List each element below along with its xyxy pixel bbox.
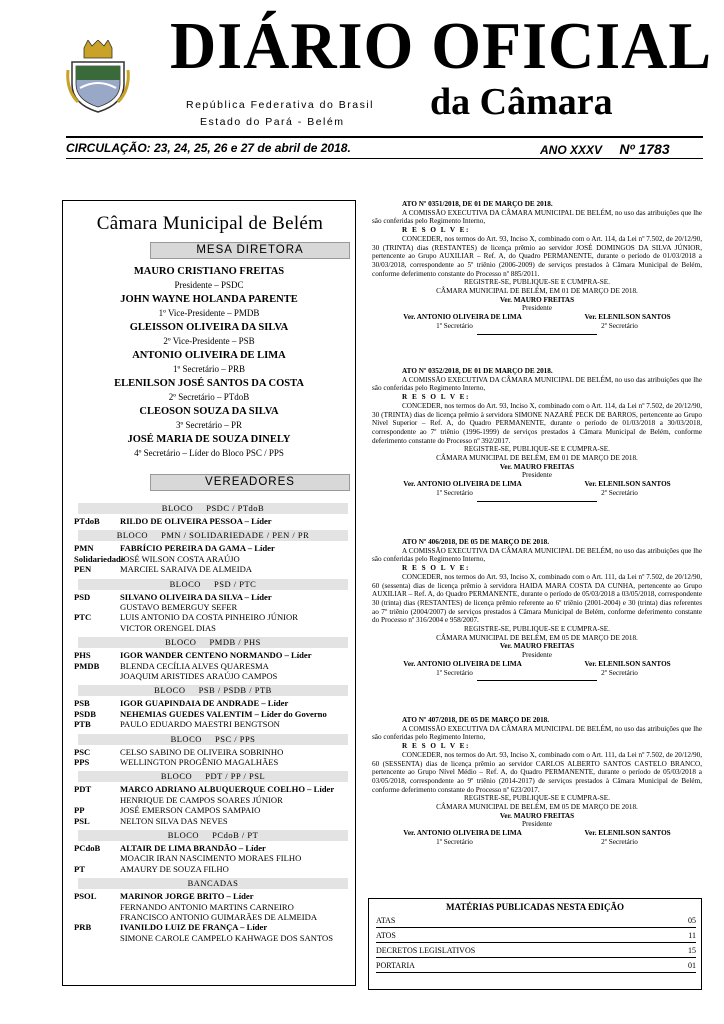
bloco-header: BLOCO PSDC / PTdoB xyxy=(78,503,348,514)
ato-resolve: R E S O L V E: xyxy=(402,742,470,751)
vereador-name: LUIS ANTONIO DA COSTA PINHEIRO JÚNIOR xyxy=(120,612,298,623)
party-label: PP xyxy=(74,805,85,816)
index-row xyxy=(376,915,696,928)
ato-president: Ver. MAURO FREITAS xyxy=(499,295,575,304)
index-row xyxy=(376,945,696,958)
ato-place-date: CÂMARA MUNICIPAL DE BELÉM, EM 05 DE MARÇO DE 2018. xyxy=(436,633,638,642)
ato-signer-2-role: 2º Secretário xyxy=(601,668,638,677)
ato-signer-2: Ver. ELENILSON SANTOS xyxy=(584,829,671,838)
mesa-member-role: 1º Secretário – PRB xyxy=(172,364,246,374)
ato-signature-roles xyxy=(372,838,702,847)
vereador-name: IGOR WANDER CENTENO NORMANDO – Líder xyxy=(120,650,312,661)
vereador-name: FRANCISCO ANTONIO GUIMARÃES DE ALMEIDA xyxy=(120,912,318,922)
ato-closing: REGISTRE-SE, PUBLIQUE-SE E CUMPRA-SE. xyxy=(464,794,610,803)
vereador-row xyxy=(74,661,269,671)
ato-signer-2-role: 2º Secretário xyxy=(601,837,638,846)
bloco-header: BANCADAS xyxy=(78,878,348,889)
ato-signatures xyxy=(372,829,702,838)
state-line: Estado do Pará - Belém xyxy=(200,116,345,128)
vereador-row xyxy=(74,795,283,805)
camara-title: Câmara Municipal de Belém xyxy=(96,213,324,234)
ato-body: CONCEDER, nos termos do Art. 93, Inciso X, combinado com o Art. 111, da Lei nº 7.502, de 20/12/90, 60 (SESSENTA) dias de licença prêmio ao servidor CARLOS ALBERTO SANTOS CASTELO BRANCO, pertencente ao Grupo Nível Médio – Ref. A, do Quadro PERMANENTE, durante o período de 05/03/2018 a 03/05/2018, correspondente ao 9º triênio (2014-2017) de serviços prestados à Câmara Municipal de Belém, conforme deferimento constante do Processo nº 623/2017. xyxy=(372,750,702,794)
ato-place-date: CÂMARA MUNICIPAL DE BELÉM, EM 01 DE MARÇO DE 2018. xyxy=(436,454,638,463)
year-label: ANO XXXV xyxy=(540,143,603,157)
party-label: PSDB xyxy=(74,708,96,719)
coat-of-arms-icon xyxy=(66,40,130,114)
ato-separator xyxy=(477,501,597,502)
ato-separator xyxy=(477,334,597,335)
ato-president: Ver. MAURO FREITAS xyxy=(499,642,575,651)
vereador-name: JOSÉ EMERSON CAMPOS SAMPAIO xyxy=(120,805,261,816)
index-label: ATAS xyxy=(376,916,396,925)
vereador-name: RILDO DE OLIVEIRA PESSOA – Líder xyxy=(120,516,272,526)
index-row xyxy=(376,960,696,973)
ato-body: CONCEDER, nos termos do Art. 93, Inciso X, combinado com o Art. 111, da Lei nº 7.502, de 20/12/90, 60 (sessenta) dias de licença prêmio à servidora HAIDA MARA COSTA DA CUNHA, pertencente ao Grupo AUXILIAR – Ref. A, do Quadro PERMANENTE, durante o período de 05/03/2018 a 03/05/2018, correspondente 30 (trinta) dias (RESTANTES) de licença prêmio referente ao 6º triênio (2001-2004) e 30 (trinta) dias referentes ao 7º triênio (2004/2007) de serviços prestados à Câmara Municipal de Belém, conforme deferimento constante do Processo nº 316/2004 e 958/2007. xyxy=(372,572,702,625)
ato-signatures xyxy=(372,480,702,489)
party-label: PTB xyxy=(74,719,91,730)
index-page: 01 xyxy=(688,961,696,970)
index-label: DECRETOS LEGISLATIVOS xyxy=(376,946,476,955)
ato-place-date: CÂMARA MUNICIPAL DE BELÉM, EM 01 DE MARÇO DE 2018. xyxy=(436,287,638,296)
ato-body: CONCEDER, nos termos do Art. 93, Inciso X, combinado com o Art. 114, da Lei nº 7.502, de 20/12/90, 30 (TRINTA) dias de licença prêmio à servidora SIMONE NAZARÉ PECK DE BARROS, pertencente ao Grupo Nível Superior – Ref. A, do Quadro PERMANENTE, durante o período de 01/03/2018 a 30/03/2018, correspondente ao 7º triênio (1996-1999) de serviços prestados à Câmara Municipal de Belém, conforme deferimento constante do Processo nº 392/2017. xyxy=(372,401,702,445)
party-label: PSD xyxy=(74,591,91,602)
ato-closing: REGISTRE-SE, PUBLIQUE-SE E CUMPRA-SE. xyxy=(464,445,610,454)
vereador-row xyxy=(74,671,277,681)
mesa-member-name: ANTONIO OLIVEIRA DE LIMA xyxy=(132,350,286,361)
mesa-member-role: 3º Secretário – PR xyxy=(175,420,243,430)
ato-signer-1: Ver. ANTONIO OLIVEIRA DE LIMA xyxy=(403,829,522,838)
ato-intro: A COMISSÃO EXECUTIVA DA CÂMARA MUNICIPAL DE BELÉM, no uso das atribuições que lhe são conferidas pelo Regimento Interno, xyxy=(372,375,702,393)
ato-signature-roles xyxy=(372,489,702,498)
vereador-name: FERNANDO ANTONIO MARTINS CARNEIRO xyxy=(120,901,294,912)
vereador-name: MARCO ADRIANO ALBUQUERQUE COELHO – Líder xyxy=(120,784,335,795)
vereador-row xyxy=(74,902,294,912)
vereador-row xyxy=(74,757,278,767)
bloco-header: BLOCO PMDB / PHS xyxy=(78,637,348,648)
index-page: 15 xyxy=(688,946,696,955)
bloco-header: BLOCO PSC / PPS xyxy=(78,734,348,745)
vereador-name: CELSO SABINO DE OLIVEIRA SOBRINHO xyxy=(120,746,284,757)
ato-signer-2: Ver. ELENILSON SANTOS xyxy=(584,659,671,668)
header-rule xyxy=(66,136,703,138)
mesa-member-name: JOHN WAYNE HOLANDA PARENTE xyxy=(120,294,298,305)
index-page: 05 xyxy=(688,916,696,925)
mesa-member-name: MAURO CRISTIANO FREITAS xyxy=(133,266,285,277)
vereador-row xyxy=(74,853,301,863)
vereador-name: IGOR GUAPINDAIA DE ANDRADE – Líder xyxy=(120,698,289,709)
vereador-name: IVANILDO LUIZ DE FRANÇA – Líder xyxy=(120,922,268,933)
republic-line: República Federativa do Brasil xyxy=(186,99,374,111)
vereador-name: ALTAIR DE LIMA BRANDÃO – Líder xyxy=(120,843,266,853)
ato-resolve: R E S O L V E: xyxy=(402,226,470,235)
vereador-name: PAULO EDUARDO MAESTRI BENGTSON xyxy=(120,719,280,730)
header-rule-bottom xyxy=(66,158,703,159)
vereador-name: NELTON SILVA DAS NEVES xyxy=(120,815,228,826)
vereador-name: BLENDA CECÍLIA ALVES QUARESMA xyxy=(120,660,269,671)
vereador-row xyxy=(74,922,267,932)
ato-closing: REGISTRE-SE, PUBLIQUE-SE E CUMPRA-SE. xyxy=(464,625,610,634)
mesa-member-name: GLEISSON OLIVEIRA DA SILVA xyxy=(129,322,289,333)
ato-signer-2-role: 2º Secretário xyxy=(601,488,638,497)
ato-signer-2-role: 2º Secretário xyxy=(601,321,638,330)
vereador-row xyxy=(74,843,266,853)
ato-block xyxy=(372,367,702,502)
ato-signature-roles xyxy=(372,322,702,331)
vereadores-header: VEREADORES xyxy=(150,474,350,491)
ato-resolve: R E S O L V E: xyxy=(402,393,470,402)
vereador-name: SILVANO OLIVEIRA DA SILVA – Líder xyxy=(120,591,272,602)
edition-info xyxy=(540,141,670,157)
party-label: PSL xyxy=(74,815,90,826)
ato-signer-1: Ver. ANTONIO OLIVEIRA DE LIMA xyxy=(403,659,522,668)
ato-heading: ATO Nº 0352/2018, DE 01 DE MARÇO DE 2018. xyxy=(402,367,553,375)
party-label: PMDB xyxy=(74,660,100,671)
party-label: PT xyxy=(74,863,85,874)
vereador-row xyxy=(74,784,334,794)
party-label: PSB xyxy=(74,698,90,709)
vereador-name: SIMONE CAROLE CAMPELO KAHWAGE DOS SANTOS xyxy=(120,932,334,943)
vereador-row xyxy=(74,805,260,815)
vereador-name: AMAURY DE SOUZA FILHO xyxy=(120,863,229,874)
bloco-header: BLOCO PSD / PTC xyxy=(78,579,348,590)
ato-block xyxy=(372,716,702,847)
ato-signer-1: Ver. ANTONIO OLIVEIRA DE LIMA xyxy=(403,480,522,489)
ato-president-role: Presidente xyxy=(522,651,552,660)
ato-intro: A COMISSÃO EXECUTIVA DA CÂMARA MUNICIPAL DE BELÉM, no uso das atribuições que lhe são conferidas pelo Regimento Interno, xyxy=(372,546,702,564)
party-label: PMN xyxy=(74,543,94,554)
mesa-member-role: 2º Vice-Presidente – PSB xyxy=(163,336,255,346)
index-page: 11 xyxy=(688,931,696,940)
vereador-name: JOSÉ WILSON COSTA ARAÚJO xyxy=(120,553,240,564)
ato-block xyxy=(372,200,702,335)
mesa-diretora-header: MESA DIRETORA xyxy=(150,242,350,259)
ato-heading: ATO Nº 407/2018, DE 05 DE MARÇO DE 2018. xyxy=(402,716,550,724)
vereador-name: MOACIR IRAN NASCIMENTO MORAES FILHO xyxy=(120,853,302,864)
vereador-row xyxy=(74,612,298,622)
party-label: PHS xyxy=(74,650,91,661)
vereador-name: JOAQUIM ARISTIDES ARAÚJO CAMPOS xyxy=(120,671,278,681)
ato-president: Ver. MAURO FREITAS xyxy=(499,811,575,820)
bloco-header: BLOCO PCdoB / PT xyxy=(78,830,348,841)
vereador-row xyxy=(74,650,312,660)
ato-signatures xyxy=(372,660,702,669)
newspaper-subtitle: da Câmara xyxy=(430,81,613,123)
vereador-row xyxy=(74,709,327,719)
ato-heading: ATO Nº 406/2018, DE 05 DE MARÇO DE 2018. xyxy=(402,538,550,546)
bloco-header: BLOCO PDT / PP / PSL xyxy=(78,771,348,782)
vereador-row xyxy=(74,933,333,943)
ato-heading: ATO Nº 0351/2018, DE 01 DE MARÇO DE 2018. xyxy=(402,200,553,208)
ato-intro: A COMISSÃO EXECUTIVA DA CÂMARA MUNICIPAL DE BELÉM, no uso das atribuições que lhe são conferidas pelo Regimento Interno, xyxy=(372,724,702,742)
ato-intro: A COMISSÃO EXECUTIVA DA CÂMARA MUNICIPAL DE BELÉM, no uso das atribuições que lhe são conferidas pelo Regimento Interno, xyxy=(372,208,702,226)
party-label: PTC xyxy=(74,612,92,623)
vereador-name: VICTOR ORENGEL DIAS xyxy=(120,622,216,633)
mesa-member-role: Presidente – PSDC xyxy=(174,280,244,290)
ato-signer-1-role: 1º Secretário xyxy=(436,837,473,846)
ato-president-role: Presidente xyxy=(522,304,552,313)
vereador-name: GUSTAVO BEMERGUY SEFER xyxy=(120,602,238,612)
vereador-row xyxy=(74,912,317,922)
vereador-row xyxy=(74,543,275,553)
party-label: PEN xyxy=(74,564,92,575)
ato-president: Ver. MAURO FREITAS xyxy=(499,462,575,471)
ato-signer-1-role: 1º Secretário xyxy=(436,321,473,330)
index-label: PORTARIA xyxy=(376,961,415,970)
ato-signer-1: Ver. ANTONIO OLIVEIRA DE LIMA xyxy=(403,313,522,322)
issue-number: Nº 1783 xyxy=(619,141,670,157)
party-label: PRB xyxy=(74,922,92,933)
ato-signer-1-role: 1º Secretário xyxy=(436,488,473,497)
ato-block xyxy=(372,538,702,681)
vereador-row xyxy=(74,623,216,633)
newspaper-title: DIÁRIO OFICIAL xyxy=(170,8,713,83)
ato-signature-roles xyxy=(372,669,702,678)
vereador-row xyxy=(74,592,272,602)
ato-resolve: R E S O L V E: xyxy=(402,564,470,573)
vereador-name: NEHEMIAS GUEDES VALENTIM – Líder do Governo xyxy=(120,708,327,719)
vereador-row xyxy=(74,516,272,526)
vereador-row xyxy=(74,554,240,564)
ato-signer-2: Ver. ELENILSON SANTOS xyxy=(584,480,671,489)
bloco-header: BLOCO PSB / PSDB / PTB xyxy=(78,685,348,696)
bloco-header: BLOCO PMN / SOLIDARIEDADE / PEN / PR xyxy=(78,530,348,541)
index-title: MATÉRIAS PUBLICADAS NESTA EDIÇÃO xyxy=(446,902,624,912)
party-label: PTdoB xyxy=(74,516,100,526)
mesa-member-name: CLEOSON SOUZA DA SILVA xyxy=(139,406,279,417)
party-label: PCdoB xyxy=(74,843,101,853)
vereador-row xyxy=(74,747,283,757)
index-label: ATOS xyxy=(376,931,396,940)
vereador-row xyxy=(74,864,229,874)
vereador-name: WELLINGTON PROGÊNIO MAGALHÃES xyxy=(120,757,279,767)
vereador-row xyxy=(74,602,237,612)
vereador-row xyxy=(74,564,252,574)
index-row xyxy=(376,930,696,943)
party-label: PDT xyxy=(74,784,92,795)
ato-signatures xyxy=(372,313,702,322)
party-label: PSC xyxy=(74,746,91,757)
mesa-member-role: 2º Secretário – PTdoB xyxy=(168,392,250,402)
mesa-member-role: 1º Vice-Presidente – PMDB xyxy=(158,308,260,318)
vereador-row xyxy=(74,698,288,708)
ato-signer-2: Ver. ELENILSON SANTOS xyxy=(584,313,671,322)
circulation-dates: CIRCULAÇÃO: 23, 24, 25, 26 e 27 de abril de 2018. xyxy=(66,141,351,155)
mesa-member-role: 4º Secretário – Líder do Bloco PSC / PPS xyxy=(134,448,284,458)
vereador-row xyxy=(74,719,280,729)
ato-separator xyxy=(477,680,597,681)
party-label: PPS xyxy=(74,757,90,767)
ato-president-role: Presidente xyxy=(522,820,552,829)
party-label: PSOL xyxy=(74,891,97,902)
ato-signer-1-role: 1º Secretário xyxy=(436,668,473,677)
vereador-name: FABRÍCIO PEREIRA DA GAMA – Líder xyxy=(120,543,275,554)
vereador-name: MARCIEL SARAIVA DE ALMEIDA xyxy=(120,564,253,575)
ato-president-role: Presidente xyxy=(522,471,552,480)
vereador-row xyxy=(74,816,228,826)
vereador-row xyxy=(74,891,254,901)
vereador-name: MARINOR JORGE BRITO – Líder xyxy=(120,891,254,902)
ato-place-date: CÂMARA MUNICIPAL DE BELÉM, EM 05 DE MARÇO DE 2018. xyxy=(436,803,638,812)
ato-closing: REGISTRE-SE, PUBLIQUE-SE E CUMPRA-SE. xyxy=(464,278,610,287)
mesa-member-name: JOSÉ MARIA DE SOUZA DINELY xyxy=(127,434,291,445)
vereador-name: HENRIQUE DE CAMPOS SOARES JÚNIOR xyxy=(120,794,283,805)
party-label: Solidariedade xyxy=(74,553,125,564)
ato-body: CONCEDER, nos termos do Art. 93, Inciso X, combinado com o Art. 114, da Lei nº 7.502, de 20/12/90, 30 (TRINTA) dias (RESTANTES) de licença prêmio ao servidor JOSÉ DOMINGOS DA SILVA JÚNIOR, pertencente ao Grupo AUXILIAR – Ref. A, do Quadro PERMANENTE, durante o período de 01/03/2018 a 30/03/2018, correspondente ao 5º triênio (2006-2009) de serviços prestados à Câmara Municipal de Belém, conforme deferimento constante do Processo nº 885/2011. xyxy=(372,234,702,278)
mesa-member-name: ELENILSON JOSÉ SANTOS DA COSTA xyxy=(114,378,304,389)
